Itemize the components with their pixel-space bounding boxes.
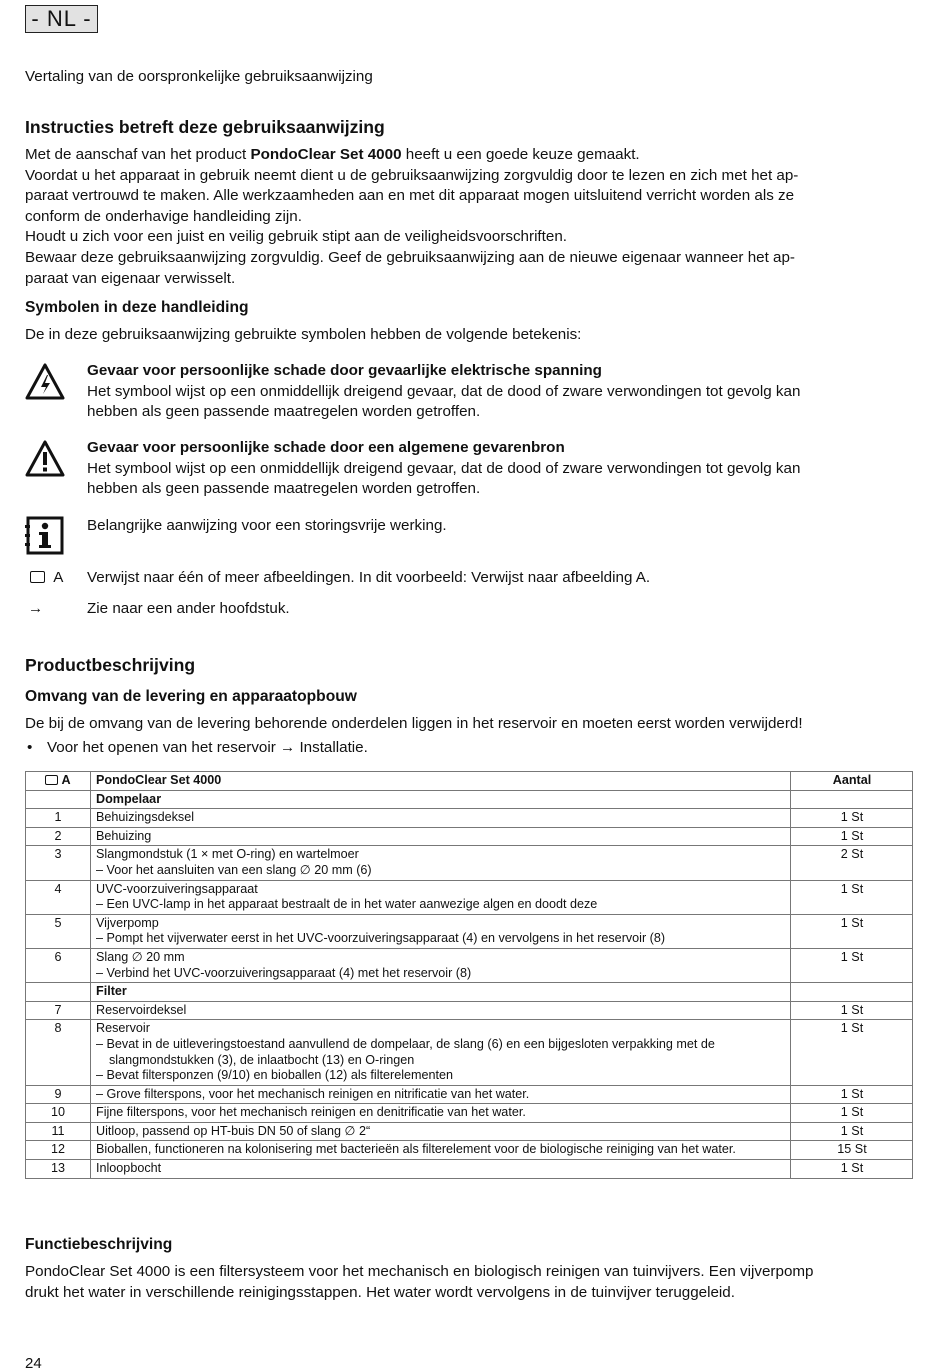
- row-number: 1: [26, 809, 91, 828]
- row-number: 11: [26, 1122, 91, 1141]
- table-row: [26, 846, 913, 880]
- row-name: Uitloop, passend op HT-buis DN 50 of slang ∅ 2“: [96, 1123, 371, 1138]
- instructions-title: Instructies betreft deze gebruiksaanwijzing: [25, 117, 385, 137]
- row-description: [91, 1122, 791, 1141]
- row-number: 12: [26, 1141, 91, 1160]
- general-text-line2: hebben als geen passende maatregelen worden getroffen.: [87, 480, 481, 498]
- scope-text: De bij de omvang van de levering behorende onderdelen liggen in het reservoir en moeten eerst worden verwijderd!: [25, 715, 803, 732]
- row-quantity: 1 St: [791, 1020, 913, 1085]
- table-row: [26, 1085, 913, 1104]
- function-body: [25, 1262, 925, 1303]
- row-description: [91, 1020, 791, 1085]
- row-number: 9: [26, 1085, 91, 1104]
- info-icon: [25, 516, 65, 556]
- table-row: [26, 809, 913, 828]
- function-title: Functiebeschrijving: [25, 1236, 173, 1253]
- row-number: 10: [26, 1104, 91, 1123]
- electric-text-line1: Het symbool wijst op een onmiddellijk dreigend gevaar, dat de dood of zware verwondingen tot gevolg kan: [87, 382, 801, 400]
- electric-warning-icon: [25, 362, 65, 402]
- language-tag: - NL -: [25, 5, 98, 33]
- row-description: [91, 1160, 791, 1179]
- header-qty: Aantal: [791, 772, 913, 791]
- product-title: Productbeschrijving: [25, 655, 196, 675]
- general-warning-icon: [25, 439, 65, 479]
- instructions-p2-line1: Voordat u het apparaat in gebruik neemt dient u de gebruiksaanwijzing zorgvuldig door te lezen en zich met het ap-: [25, 166, 799, 184]
- row-subitem: – Voor het aansluiten van een slang ∅ 20 mm (6): [96, 862, 372, 877]
- row-description: [91, 1001, 791, 1020]
- table-row: [26, 948, 913, 982]
- row-name: UVC-voorzuiveringsapparaat: [96, 881, 258, 896]
- symbol-electric-row: [25, 361, 905, 425]
- row-quantity: 1 St: [791, 809, 913, 828]
- row-number: 8: [26, 1020, 91, 1085]
- section-empty-cell: [26, 983, 91, 1002]
- section-empty-cell: [791, 790, 913, 809]
- row-name: Slang ∅ 20 mm: [96, 949, 185, 964]
- section-empty-cell: [791, 983, 913, 1002]
- symbol-figure-row: [25, 568, 905, 590]
- row-quantity: 2 St: [791, 846, 913, 880]
- header-figure-cell: [26, 772, 91, 791]
- row-subitem: – Een UVC-lamp in het apparaat bestraalt de in het water aanwezige algen en doodt deze: [96, 897, 598, 912]
- table-row: [26, 880, 913, 914]
- symbols-title: Symbolen in deze handleiding: [25, 299, 249, 316]
- row-name: Behuizingsdeksel: [96, 810, 195, 825]
- row-quantity: 1 St: [791, 1104, 913, 1123]
- row-subitem: – Bevat filtersponzen (9/10) en bioballen (12) als filterelementen: [96, 1068, 454, 1083]
- instructions-p3: Houdt u zich voor een juist en veilig gebruik stipt aan de veiligheidsvoorschriften.: [25, 228, 567, 246]
- symbols-intro: De in deze gebruiksaanwijzing gebruikte symbolen hebben de volgende betekenis:: [25, 326, 582, 343]
- row-description: [91, 1141, 791, 1160]
- row-number: 13: [26, 1160, 91, 1179]
- section-empty-cell: [26, 790, 91, 809]
- row-number: 3: [26, 846, 91, 880]
- arrow-text: Zie naar een ander hoofdstuk.: [87, 600, 290, 617]
- instructions-p2-line2: paraat vertrouwd te maken. Alle werkzaamheden aan en met dit apparaat mogen uitsluitend verricht worden als ze: [25, 187, 795, 205]
- bullet-icon: •: [27, 739, 33, 756]
- row-quantity: 1 St: [791, 1122, 913, 1141]
- row-quantity: 1 St: [791, 1001, 913, 1020]
- row-number: 6: [26, 948, 91, 982]
- bullet-text: Voor het openen van het reservoir: [47, 739, 281, 756]
- row-quantity: 1 St: [791, 948, 913, 982]
- symbol-info-row: [25, 516, 905, 556]
- instructions-p2-line3: conform de onderhavige handleiding zijn.: [25, 207, 302, 225]
- function-line1: PondoClear Set 4000 is een filtersysteem voor het mechanisch en biologisch reinigen van tuinvijvers. Een vijverpomp: [25, 1263, 814, 1280]
- row-name: Reservoirdeksel: [96, 1002, 187, 1017]
- row-name: Fijne filterspons, voor het mechanisch reinigen en denitrificatie van het water.: [96, 1105, 526, 1120]
- opening-bullet: [25, 738, 368, 759]
- row-number: 2: [26, 827, 91, 846]
- row-description: [91, 948, 791, 982]
- general-heading: Gevaar voor persoonlijke schade door een algemene gevarenbron: [87, 439, 565, 456]
- function-line2: drukt het water in verschillende reinigingsstappen. Het water wordt vervolgens in de tuinvijver teruggeleid.: [25, 1283, 735, 1301]
- row-quantity: 1 St: [791, 1160, 913, 1179]
- section-label: Dompelaar: [91, 790, 791, 809]
- row-subitem: – Verbind het UVC-voorzuiveringsapparaat (4) met het reservoir (8): [96, 965, 472, 980]
- scope-title: Omvang van de levering en apparaatopbouw: [25, 688, 357, 705]
- row-quantity: 1 St: [791, 914, 913, 948]
- instructions-p1: [25, 145, 905, 166]
- row-quantity: 1 St: [791, 827, 913, 846]
- row-quantity: 15 St: [791, 1141, 913, 1160]
- arrow-right-icon: →: [280, 739, 296, 756]
- instructions-p4-line1: Bewaar deze gebruiksaanwijzing zorgvuldig. Geef de gebruiksaanwijzing aan de nieuwe eigenaar wanneer het ap-: [25, 248, 795, 266]
- row-number: 5: [26, 914, 91, 948]
- section-row-filter: [26, 983, 913, 1002]
- electric-text-line2: hebben als geen passende maatregelen worden getroffen.: [87, 403, 481, 421]
- table-row: [26, 827, 913, 846]
- table-row: [26, 1141, 913, 1160]
- row-description: [91, 827, 791, 846]
- instructions-p4-line2: paraat van eigenaar verwisselt.: [25, 269, 236, 287]
- row-description: [91, 1104, 791, 1123]
- info-text: Belangrijke aanwijzing voor een storingsvrije werking.: [87, 517, 447, 534]
- figure-ref: [25, 568, 63, 589]
- product-name: PondoClear Set 4000: [250, 146, 402, 163]
- table-header-row: [26, 772, 913, 791]
- row-name: Vijverpomp: [96, 915, 159, 930]
- figure-text: Verwijst naar één of meer afbeeldingen. In dit voorbeeld: Verwijst naar afbeelding A.: [87, 569, 651, 586]
- symbol-arrow-row: [25, 599, 905, 621]
- header-figure-label: A: [61, 773, 71, 787]
- row-subitem: – Bevat in de uitleveringstoestand aanvullend de dompelaar, de slang (6) en een bijgesloten verpakking met de slangmondstukken (3), de inlaatbocht (13) en O-ringen: [96, 1036, 715, 1067]
- row-name: – Grove filterspons, voor het mechanisch reinigen en nitrificatie van het water.: [96, 1086, 530, 1101]
- row-description: [91, 1085, 791, 1104]
- section-label: Filter: [91, 983, 791, 1002]
- p1-pre: Met de aanschaf van het product: [25, 146, 251, 163]
- p1-post: heeft u een goede keuze gemaakt.: [401, 146, 640, 163]
- table-row: [26, 1020, 913, 1085]
- symbol-general-row: [25, 438, 905, 502]
- row-number: 7: [26, 1001, 91, 1020]
- row-description: [91, 809, 791, 828]
- table-row: [26, 1104, 913, 1123]
- row-name: Inloopbocht: [96, 1161, 162, 1176]
- row-quantity: 1 St: [791, 880, 913, 914]
- header-name: PondoClear Set 4000: [91, 772, 791, 791]
- row-name: Slangmondstuk (1 × met O-ring) en wartelmoer: [96, 847, 359, 862]
- parts-table: [25, 771, 913, 1179]
- row-number: 4: [26, 880, 91, 914]
- table-row: [26, 1160, 913, 1179]
- page-number: 24: [25, 1355, 42, 1372]
- arrow-right-icon: →: [28, 600, 44, 617]
- row-name: Bioballen, functioneren na kolonisering met bacterieën als filterelement voor de biologische reiniging van het water.: [96, 1142, 736, 1157]
- figure-box-icon: [45, 775, 58, 785]
- figure-box-icon: [30, 571, 45, 583]
- electric-heading: Gevaar voor persoonlijke schade door gevaarlijke elektrische spanning: [87, 362, 602, 379]
- row-description: [91, 880, 791, 914]
- figure-ref-label: A: [53, 569, 64, 586]
- general-text-line1: Het symbool wijst op een onmiddellijk dreigend gevaar, dat de dood of zware verwondingen tot gevolg kan: [87, 459, 801, 477]
- translation-note: Vertaling van de oorspronkelijke gebruiksaanwijzing: [25, 68, 373, 85]
- row-description: [91, 846, 791, 880]
- section-row-dompelaar: [26, 790, 913, 809]
- row-quantity: 1 St: [791, 1085, 913, 1104]
- instructions-body: [25, 145, 905, 289]
- bullet-ref: Installatie.: [299, 739, 368, 756]
- row-name: Behuizing: [96, 828, 152, 843]
- row-name: Reservoir: [96, 1021, 150, 1036]
- table-row: [26, 1001, 913, 1020]
- table-row: [26, 914, 913, 948]
- row-description: [91, 914, 791, 948]
- row-subitem: – Pompt het vijverwater eerst in het UVC-voorzuiveringsapparaat (4) en vervolgens in het reservoir (8): [96, 931, 666, 946]
- table-row: [26, 1122, 913, 1141]
